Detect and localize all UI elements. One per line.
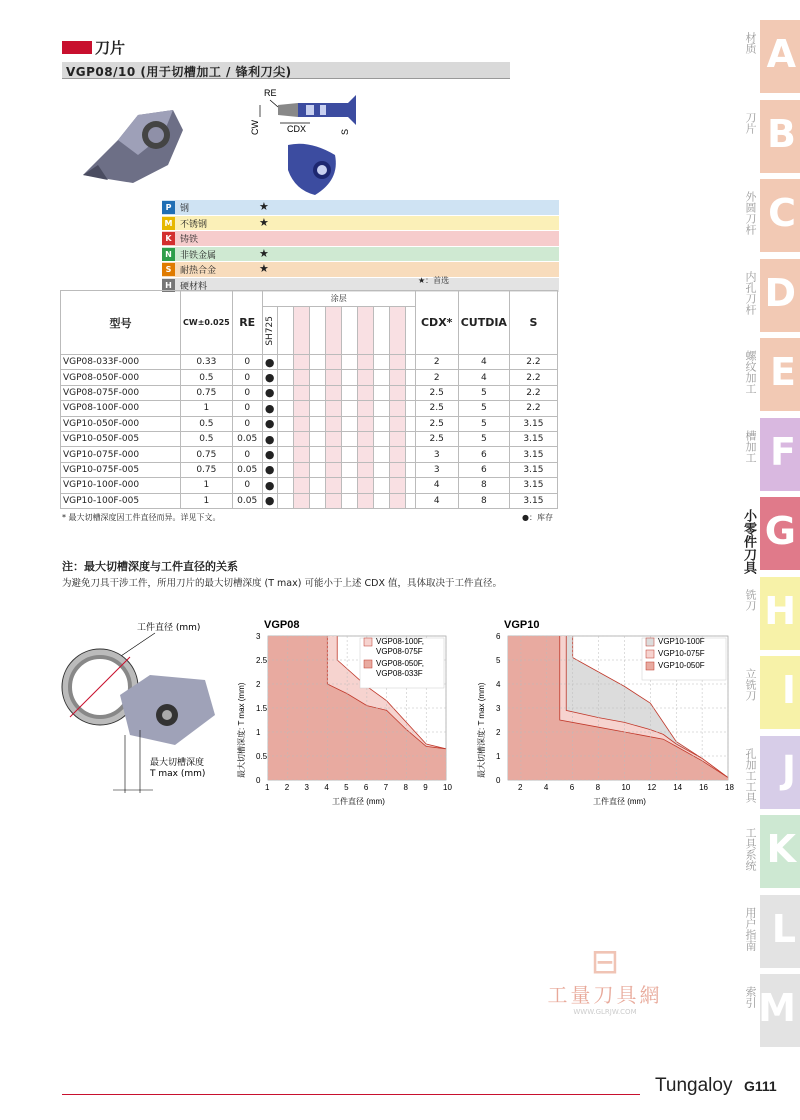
material-name: 不锈钢 [180, 219, 208, 230]
x-axis-label: 工件直径 (mm) [332, 797, 385, 806]
col-model: 型号 [61, 291, 181, 355]
cell-stock: ● [262, 431, 277, 446]
side-tab-label: 材质 [744, 32, 757, 54]
side-tab-a[interactable] [760, 20, 800, 93]
cell-stock: ● [262, 447, 277, 462]
y-tick-label: 1.5 [256, 704, 268, 713]
chart-title: VGP10 [504, 619, 540, 631]
tab-letter: I [781, 668, 796, 712]
material-name: 铸铁 [180, 235, 199, 245]
cw-label: CW [250, 120, 260, 135]
x-tick-label: 12 [647, 783, 657, 792]
cell-model: VGP08-050F-000 [61, 370, 181, 385]
legend-label: VGP08-075F [376, 647, 423, 656]
cell-cutdia: 8 [458, 478, 509, 493]
cell-s: 3.15 [509, 431, 557, 446]
chart-vgp10 [468, 612, 740, 812]
x-tick-label: 10 [443, 783, 452, 792]
material-code: P [162, 201, 175, 214]
tab-letter: K [766, 827, 796, 871]
cell-cutdia: 5 [458, 416, 509, 431]
cell-model: VGP08-075F-000 [61, 385, 181, 400]
y-axis-label: 最大切槽深度: T max (mm) [237, 682, 246, 778]
tab-letter: F [770, 429, 796, 474]
table-row [61, 355, 558, 370]
cell-cw: 0.75 [181, 447, 233, 462]
cell-re: 0 [232, 370, 262, 385]
preferred-star: ★ [259, 215, 269, 229]
side-tab-e[interactable] [760, 338, 800, 411]
cell-cutdia: 5 [458, 431, 509, 446]
title-marker [62, 41, 92, 54]
table-row [61, 401, 558, 416]
x-tick-label: 4 [324, 783, 329, 792]
material-code: S [162, 263, 175, 276]
y-tick-label: 0.5 [256, 752, 268, 761]
cell-stock: ● [262, 370, 277, 385]
cell-cutdia: 5 [458, 385, 509, 400]
cell-cutdia: 5 [458, 401, 509, 416]
depth-label-1: 最大切槽深度 [150, 758, 205, 768]
watermark-cn: 工量刀具網 [547, 983, 663, 1007]
y-tick-label: 5 [496, 656, 501, 665]
cell-stock: ● [262, 493, 277, 508]
x-tick-label: 16 [699, 783, 709, 792]
x-axis-label: 工件直径 (mm) [593, 797, 646, 806]
side-tab-label: 外圆刀杆 [744, 191, 757, 235]
preferred-star: ★ [259, 262, 269, 275]
tab-letter: J [781, 747, 796, 792]
cell-cdx: 2.5 [415, 385, 458, 400]
cell-cdx: 3 [415, 447, 458, 462]
tab-letter: B [767, 111, 796, 156]
cell-cutdia: 4 [458, 370, 509, 385]
cell-stock: ● [262, 478, 277, 493]
side-tab-label: 立铣刀 [744, 668, 757, 701]
x-tick-label: 8 [595, 783, 601, 792]
cell-cdx: 2.5 [415, 401, 458, 416]
cell-cdx: 2.5 [415, 431, 458, 446]
insert-spec-table [60, 290, 558, 509]
x-tick-label: 6 [569, 783, 575, 792]
table-row [61, 478, 558, 493]
cell-cutdia: 8 [458, 493, 509, 508]
material-row [162, 262, 559, 278]
cell-stock: ● [262, 401, 277, 416]
x-tick-label: 2 [284, 783, 290, 792]
material-row [162, 216, 559, 232]
cell-s: 3.15 [509, 478, 557, 493]
dia-label: 工件直径 (mm) [137, 623, 201, 633]
side-tab-label: 铣刀 [744, 588, 757, 611]
side-tab-l[interactable] [760, 895, 800, 968]
side-tab-label: 用户指南 [744, 906, 757, 951]
insert-dimension-diagram [240, 85, 360, 200]
cell-cdx: 4 [415, 478, 458, 493]
insert-photo [78, 95, 198, 190]
x-tick-label: 8 [403, 783, 408, 792]
preferred-star: ★ [259, 200, 269, 213]
preferred-star: ★ [259, 246, 269, 260]
material-row [162, 247, 559, 263]
side-tab-label: 刀片 [744, 111, 757, 134]
y-tick-label: 1 [256, 728, 261, 737]
side-tab-d[interactable] [760, 259, 800, 332]
cell-cw: 0.5 [181, 416, 233, 431]
cell-cutdia: 4 [458, 355, 509, 370]
side-tab-g[interactable] [760, 497, 800, 570]
cell-model: VGP10-100F-005 [61, 493, 181, 508]
material-code: N [162, 248, 175, 261]
cell-cw: 0.75 [181, 385, 233, 400]
cell-cw: 1 [181, 401, 233, 416]
page-number: G111 [744, 1078, 777, 1094]
watermark: ⊟ 工量刀具網 WWW.GLRJW.COM [540, 945, 670, 1016]
depth-label-2: T max (mm) [150, 769, 206, 779]
side-tab-k[interactable] [760, 815, 800, 888]
x-tick-label: 10 [621, 783, 631, 792]
cell-model: VGP10-100F-000 [61, 478, 181, 493]
material-row [162, 200, 559, 216]
cell-cdx: 2 [415, 355, 458, 370]
col-cutdia: CUTDIA [458, 291, 509, 355]
cell-model: VGP10-050F-000 [61, 416, 181, 431]
cell-re: 0 [232, 416, 262, 431]
material-list [162, 200, 559, 293]
y-tick-label: 3 [256, 632, 261, 641]
cell-s: 2.2 [509, 370, 557, 385]
legend-label: VGP08-033F [376, 669, 423, 678]
x-tick-label: 14 [673, 783, 683, 792]
cell-cutdia: 6 [458, 462, 509, 477]
cell-re: 0.05 [232, 493, 262, 508]
cell-re: 0.05 [232, 462, 262, 477]
cell-cw: 0.5 [181, 431, 233, 446]
col-re: RE [232, 291, 262, 355]
y-tick-label: 2 [496, 728, 501, 737]
cell-model: VGP08-033F-000 [61, 355, 181, 370]
cell-re: 0 [232, 401, 262, 416]
stock-legend: ●：库存 [522, 513, 553, 522]
cell-model: VGP10-075F-000 [61, 447, 181, 462]
legend-label: VGP08-100F, [376, 637, 425, 646]
cell-cw: 0.75 [181, 462, 233, 477]
note-text: 为避免刀具干涉工件，所用刀片的最大切槽深度 (T max) 可能小于上述 CDX 值，具体取决于工件直径。 [62, 578, 502, 589]
tab-letter: C [768, 191, 796, 235]
x-tick-label: 3 [304, 783, 310, 792]
legend-swatch [646, 638, 654, 646]
cell-stock: ● [262, 416, 277, 431]
footnote: * 最大切槽深度因工件直径而异。详见下文。 [62, 513, 221, 522]
tab-letter: M [758, 986, 796, 1030]
cell-re: 0 [232, 447, 262, 462]
cell-cw: 1 [181, 493, 233, 508]
tab-letter: A [766, 32, 796, 76]
side-tab-label: 内孔刀杆 [744, 270, 757, 315]
cell-cdx: 2.5 [415, 416, 458, 431]
chart-title: VGP08 [264, 619, 300, 631]
cell-model: VGP10-075F-005 [61, 462, 181, 477]
y-tick-label: 3 [496, 704, 501, 713]
side-tab-h[interactable] [760, 577, 800, 650]
cell-model: VGP10-050F-005 [61, 431, 181, 446]
y-tick-label: 4 [496, 680, 501, 689]
col-cdx: CDX* [415, 291, 458, 355]
cell-re: 0 [232, 478, 262, 493]
tab-letter: L [771, 906, 796, 951]
material-code: K [162, 232, 175, 245]
material-name: 耐热合金 [180, 266, 217, 276]
table-row [61, 431, 558, 446]
col-s: S [509, 291, 557, 355]
material-code: M [162, 217, 175, 230]
y-tick-label: 6 [496, 632, 501, 641]
cell-cw: 0.5 [181, 370, 233, 385]
footer-rule [62, 1094, 640, 1095]
side-tab-label: 孔加工工具 [744, 747, 757, 803]
cell-cutdia: 6 [458, 447, 509, 462]
cell-stock: ● [262, 462, 277, 477]
y-tick-label: 1 [496, 752, 501, 761]
legend-swatch [646, 650, 654, 658]
tab-letter: D [764, 270, 796, 315]
side-tab-label: 小零件刀具 [741, 509, 756, 574]
y-tick-label: 0 [496, 776, 501, 785]
cell-s: 3.15 [509, 416, 557, 431]
x-tick-label: 5 [344, 783, 349, 792]
table-row [61, 416, 558, 431]
legend-swatch [646, 662, 654, 670]
brand: Tungaloy [655, 1075, 733, 1096]
cell-s: 3.15 [509, 447, 557, 462]
col-cw: CW±0.025 [181, 291, 233, 355]
y-tick-label: 0 [256, 776, 261, 785]
tab-letter: G [764, 509, 796, 553]
side-tab-j[interactable] [760, 736, 800, 809]
note-title: 注：最大切槽深度与工件直径的关系 [62, 560, 238, 573]
side-tab-c[interactable] [760, 179, 800, 252]
re-label: RE [264, 88, 277, 98]
table-row [61, 462, 558, 477]
page-subtitle: VGP08/10 (用于切槽加工 / 锋利刀尖) [66, 65, 292, 79]
table-row [61, 447, 558, 462]
cell-re: 0.05 [232, 431, 262, 446]
side-tab-label: 螺纹加工 [744, 350, 757, 394]
cell-cw: 1 [181, 478, 233, 493]
cell-s: 3.15 [509, 493, 557, 508]
chart-vgp08 [228, 612, 458, 812]
side-tab-m[interactable] [760, 974, 800, 1047]
side-tab-b[interactable] [760, 100, 800, 173]
y-axis-label: 最大切槽深度: T max (mm) [477, 682, 486, 778]
material-row [162, 231, 559, 247]
tab-letter: H [764, 588, 796, 633]
cell-cw: 0.33 [181, 355, 233, 370]
cell-cdx: 4 [415, 493, 458, 508]
cell-s: 3.15 [509, 462, 557, 477]
cell-model: VGP08-100F-000 [61, 401, 181, 416]
groove-illustration [55, 615, 230, 800]
side-tab-f[interactable] [760, 418, 800, 491]
cdx-label: CDX [287, 124, 307, 134]
cell-re: 0 [232, 385, 262, 400]
table-row [61, 493, 558, 508]
cell-s: 2.2 [509, 355, 557, 370]
x-tick-label: 9 [423, 783, 428, 792]
grade-sh725: SH725 [264, 315, 275, 346]
legend-swatch [364, 638, 372, 646]
side-tab-label: 槽加工 [744, 429, 757, 463]
y-tick-label: 2.5 [256, 656, 268, 665]
cell-cdx: 3 [415, 462, 458, 477]
material-name: 非铁金属 [180, 250, 217, 261]
cell-s: 2.2 [509, 385, 557, 400]
col-coating: 涂层 [262, 291, 415, 307]
x-tick-label: 7 [383, 783, 389, 792]
material-code: H [162, 279, 175, 292]
x-tick-label: 1 [265, 783, 270, 792]
material-name: 硬材料 [180, 281, 208, 292]
table-row [61, 385, 558, 400]
material-name: 钢 [180, 204, 190, 214]
x-tick-label: 4 [543, 783, 549, 792]
tab-letter: E [770, 350, 796, 394]
legend-swatch [364, 660, 372, 668]
table-row [61, 370, 558, 385]
legend-label: VGP10-100F [658, 637, 705, 646]
x-tick-label: 18 [725, 783, 734, 792]
cell-stock: ● [262, 355, 277, 370]
cell-s: 2.2 [509, 401, 557, 416]
cell-re: 0 [232, 355, 262, 370]
side-tab-i[interactable] [760, 656, 800, 729]
legend-label: VGP10-075F [658, 649, 705, 658]
x-tick-label: 2 [517, 783, 523, 792]
s-label: S [340, 128, 350, 135]
side-tab-label: 工具系统 [744, 827, 757, 871]
side-tab-label: 索引 [744, 986, 757, 1008]
cell-cdx: 2 [415, 370, 458, 385]
legend-label: VGP10-050F [658, 661, 705, 670]
x-tick-label: 6 [363, 783, 369, 792]
cell-stock: ● [262, 385, 277, 400]
y-tick-label: 2 [256, 680, 261, 689]
page-title: 刀片 [95, 39, 126, 57]
preferred-legend: ★：首选 [418, 276, 450, 285]
watermark-url: WWW.GLRJW.COM [573, 1008, 637, 1016]
legend-label: VGP08-050F, [376, 659, 425, 668]
